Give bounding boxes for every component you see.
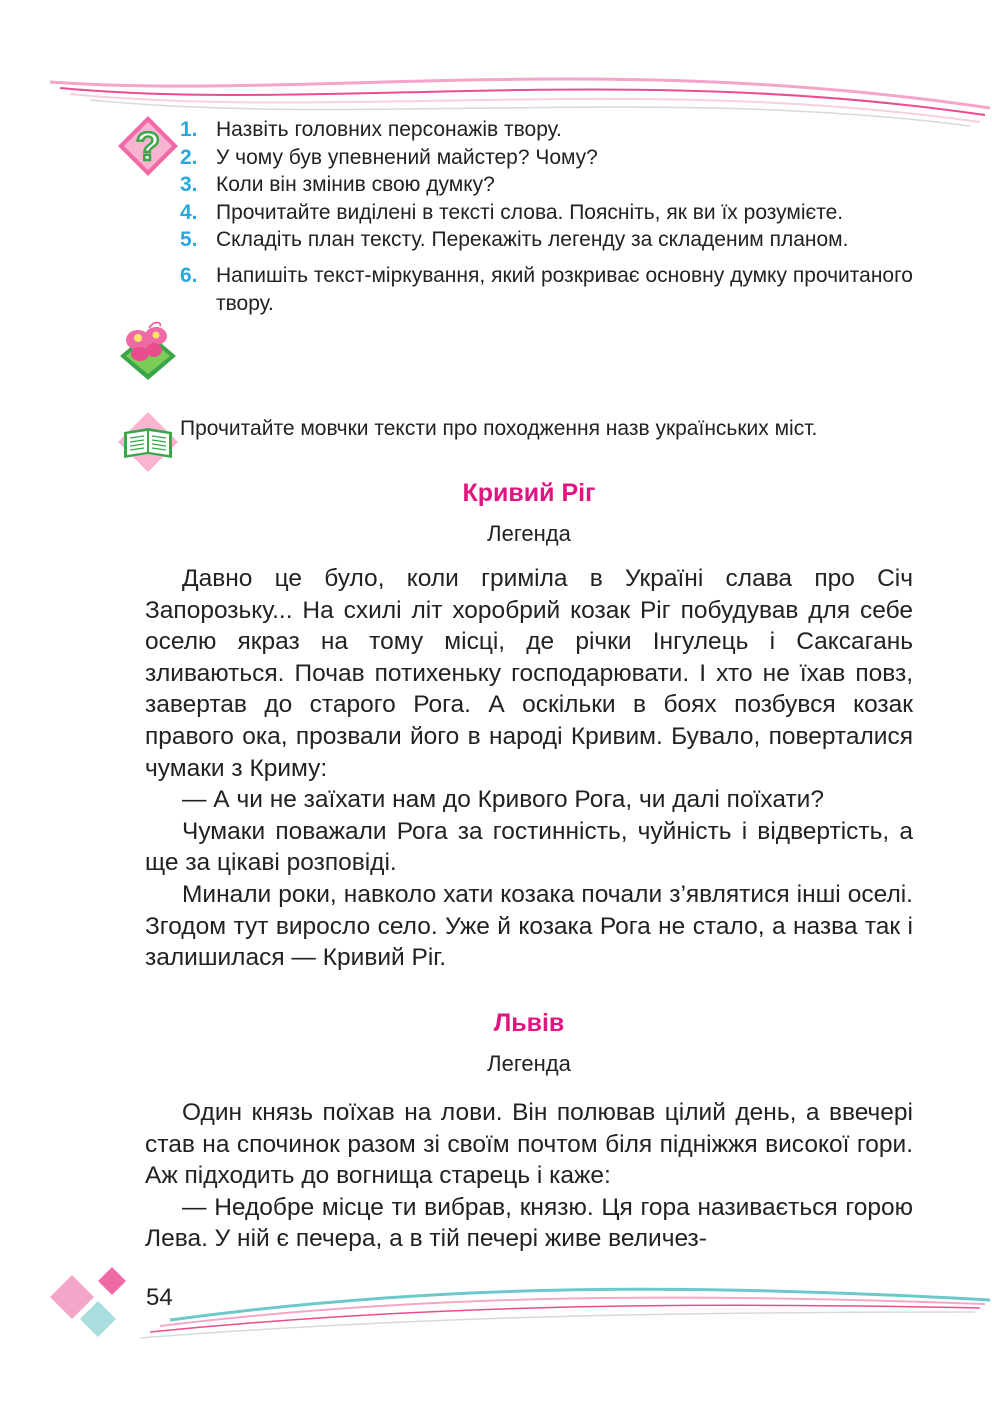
story-paragraph: Давно це було, коли гриміла в Україні слава про Січ Запорозьку... На схилі літ хоробрий козак Ріг побудував для себе оселю якраз на тому місці, де річки Інгулець і Саксагань зливаються. Почав потихеньку господарювати. І хто не їхав повз, завертав до старого Рога. А оскільки в боях позбувся козак правого ока, прозвали його в народі Кривим. Бувало, поверталися чумаки з Криму: [145,565,913,782]
story-body [145,563,913,974]
corner-diamonds-decoration [40,1265,140,1345]
question-number: 2. [180,145,198,169]
question-item [180,171,913,199]
story-subtitle: Легенда [487,1051,571,1076]
story-title: Львів [493,1009,565,1037]
question-number: 6. [180,263,198,287]
story-body [145,1097,913,1255]
question-item [180,226,913,254]
question-number: 5. [180,228,198,252]
open-book-icon [116,410,180,474]
question-text: Коли він змінив свою думку? [216,173,495,197]
question-number: 4. [180,200,198,224]
svg-text:?: ? [135,125,161,169]
story-paragraph: Минали роки, навколо хати козака почали з’являтися інші оселі. Згодом тут виросло село. Уже й козака Рога не стало, а назва так і залишилася — Кривий Ріг. [145,880,913,972]
story-title: Кривий Ріг [462,479,596,507]
question-mark-icon [116,114,180,178]
page-number: 54 [146,1284,173,1311]
question-text: Напишіть текст-міркування, який розкриває основну думку прочитаного твору. [216,263,913,315]
butterfly-icon [116,318,180,382]
question-item [180,144,913,172]
question-number: 1. [180,118,198,141]
question-number: 3. [180,173,198,197]
question-item [180,116,913,144]
story-paragraph: Чумаки поважали Рога за гостинність, чуйність і відвертість, а ще за цікаві розповіді. [145,817,913,877]
story-paragraph: — Недобре місце ти вибрав, князю. Ця гора називається горою Лева. У ній є печера, а в тій печері живе величез- [145,1193,913,1253]
question-item [180,199,913,227]
story-subtitle: Легенда [487,521,571,546]
question-text: Прочитайте виділені в тексті слова. Поясніть, як ви їх розумієте. [216,200,844,224]
question-text: Назвіть головних персонажів твору. [216,118,562,141]
question-item [180,262,913,317]
reading-instruction: Прочитайте мовчки тексти про походження назв українських міст. [180,417,818,440]
question-text: Складіть план тексту. Перекажіть легенду за складеним планом. [216,228,849,252]
story-paragraph: Один князь поїхав на лови. Він полював цілий день, а ввечері став на спочинок разом зі своїм почтом біля підніжжя високої гори. Аж підходить до вогнища старець і каже: [145,1099,913,1190]
question-text: У чому був упевнений майстер? Чому? [216,145,598,169]
questions-list [180,116,913,317]
story-paragraph: — А чи не заїхати нам до Кривого Рога, чи далі поїхати? [182,786,824,814]
